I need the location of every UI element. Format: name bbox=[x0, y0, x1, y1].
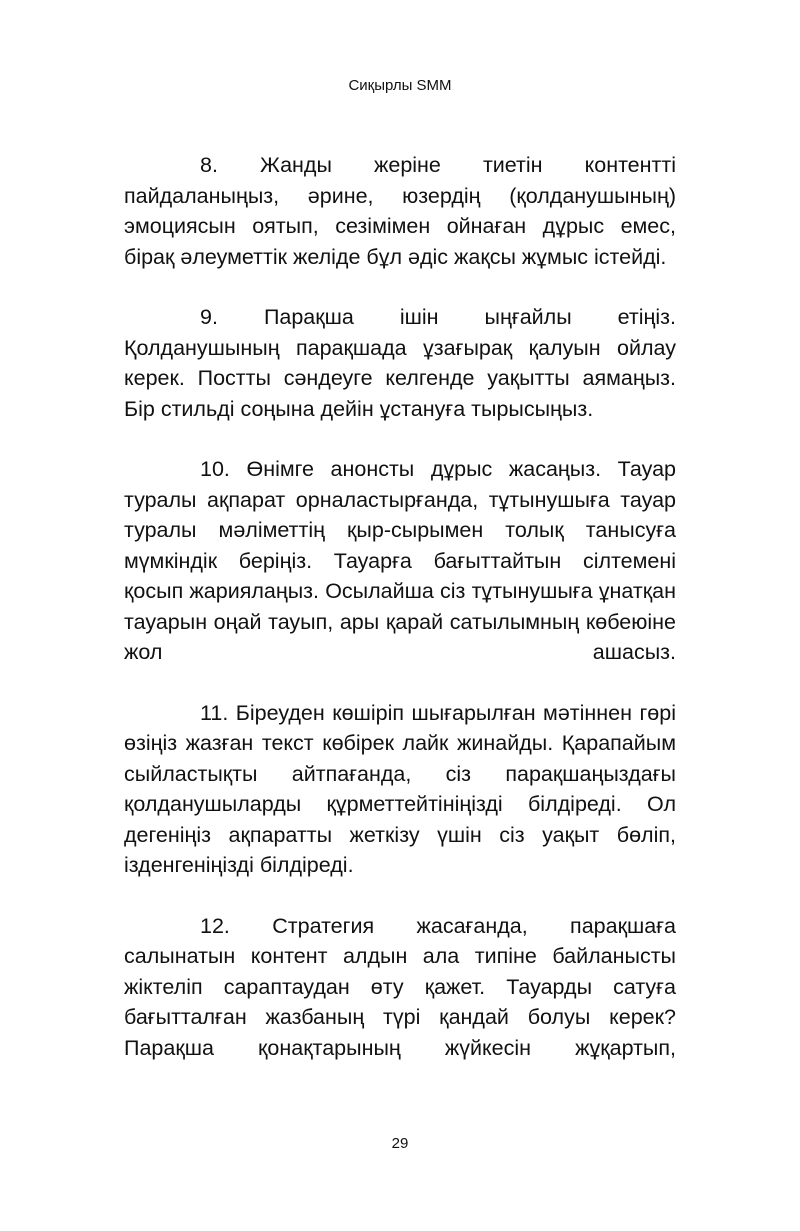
page-number: 29 bbox=[391, 1135, 409, 1152]
paragraph-number: 12. bbox=[200, 913, 230, 938]
paragraph-8 bbox=[124, 150, 676, 272]
paragraph-10 bbox=[124, 454, 676, 668]
paragraph-text: Стратегия жасағанда, парақшаға салынатын контент алдын ала типіне байланысты жіктеліп сараптаудан өту қажет. Тауарды сатуға бағытталған жазбаның түрі қандай болуы керек? Парақша қонақтарының жүйкесін жұқартып, bbox=[124, 913, 676, 1060]
paragraph-number: 8. bbox=[200, 153, 218, 177]
paragraph-9 bbox=[124, 302, 676, 424]
paragraph-number: 11. bbox=[200, 700, 229, 725]
paragraph-number: 9. bbox=[200, 305, 218, 329]
paragraph-text: Өнімге анонсты дұрыс жасаңыз. Тауар туралы ақпарат орналастырғанда, тұтынушыға тауар туралы мәліметтің қыр-сырымен толық танысуға мүмкіндік беріңіз. Тауарға бағыттайтын сілтемені қосып жариялаңыз. Осылайша сіз тұтынушыға ұнатқан тауарын оңай тауып, ары қарай сатылымның көбеюіне жол ашасыз. bbox=[124, 457, 676, 664]
paragraph-12 bbox=[124, 911, 676, 1064]
paragraph-text: Біреуден көшіріп шығарылған мәтіннен гөрі өзіңіз жазған текст көбірек лайк жинайды. Қарапайым сыйластықты айтпағанда, сіз парақшаңыздағы қолданушыларды құрметтейтініңізді білдіреді. Ол дегеніңіз ақпаратты жеткізу үшін сіз уақыт бөліп, ізденгеніңізді білдіреді. bbox=[124, 700, 676, 877]
paragraph-text: Жанды жеріне тиетін контентті пайдаланыңыз, әрине, юзердің (қолданушының) эмоциясын оятып, сезімімен ойнаған дұрыс емес, бірақ әлеуметтік желіде бұл әдіс жақсы жұмыс істейді. bbox=[124, 153, 676, 269]
page-body bbox=[124, 150, 676, 1093]
paragraph-number: 10. bbox=[200, 457, 230, 481]
paragraph-text: Парақша ішін ыңғайлы етіңіз. Қолданушының парақшада ұзағырақ қалуын ойлау керек. Постты сәндеуге келгенде уақытты аямаңыз. Бір стильді соңына дейін ұстануға тырысыңыз. bbox=[124, 305, 676, 421]
paragraph-11 bbox=[124, 698, 676, 881]
running-header: Сиқырлы SMM bbox=[348, 77, 452, 94]
